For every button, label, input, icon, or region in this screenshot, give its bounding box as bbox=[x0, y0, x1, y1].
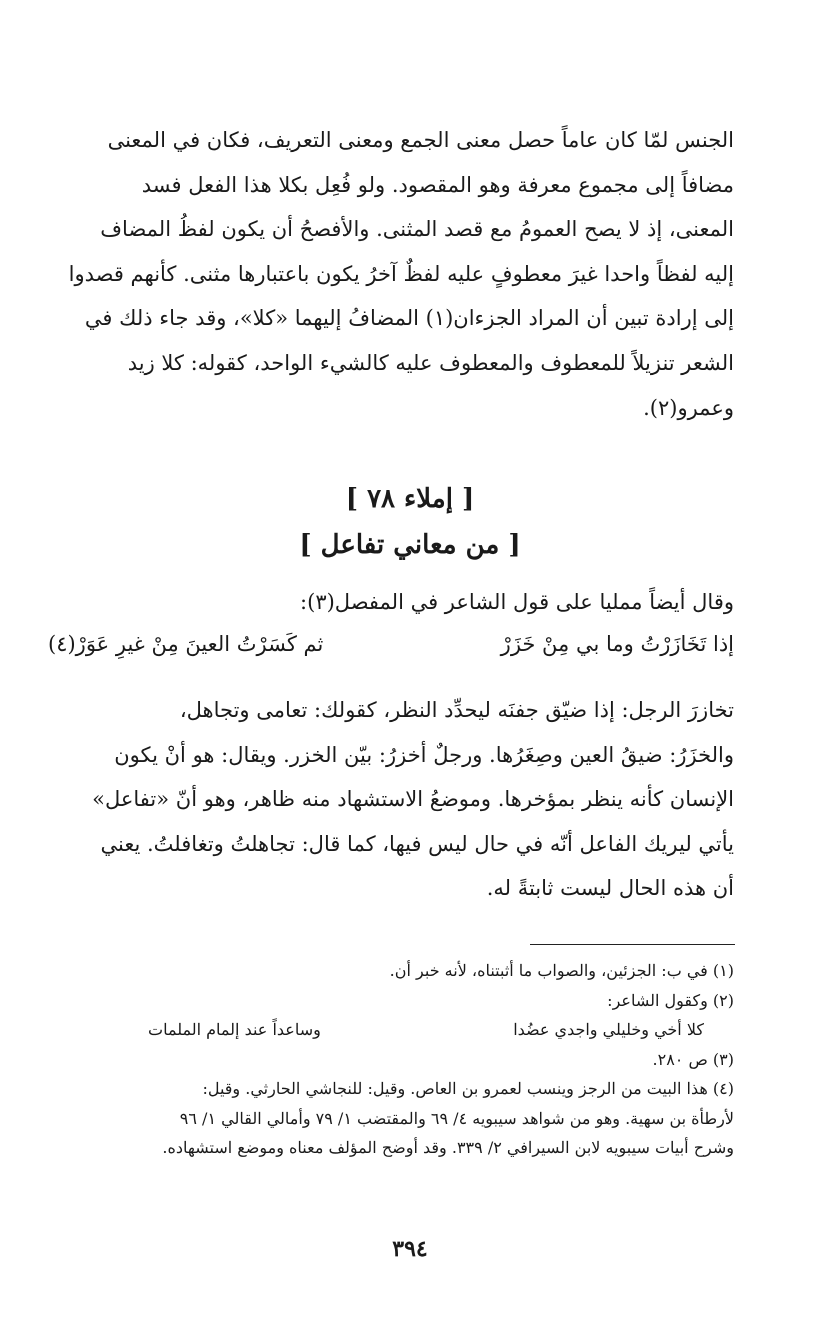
verse-hemistich-1: إذا تَخَازَرْتُ وما بي مِنْ خَزَرْ bbox=[500, 632, 734, 656]
footnote-2-verse bbox=[48, 1015, 734, 1045]
section-headings bbox=[0, 476, 820, 568]
footnote-2: (٢) وكقول الشاعر: bbox=[607, 990, 734, 1010]
body-paragraph-2 bbox=[48, 688, 734, 911]
text-line: وعمرو(٢). bbox=[643, 395, 734, 420]
poetry-verse bbox=[48, 622, 734, 666]
text-line: يأتي ليريك الفاعل أنّه في حال ليس فيها، كما قال: تجاهلتُ وتغافلتُ. يعني bbox=[100, 831, 734, 856]
page-number: ٣٩٤ bbox=[392, 1236, 428, 1262]
verse-intro: وقال أيضاً ممليا على قول الشاعر في المفصل(٣): bbox=[300, 590, 734, 614]
verse-hemistich-2: ثم كَسَرْتُ العينَ مِنْ غيرِ عَوَرْ(٤) bbox=[48, 632, 324, 656]
text-line: تخازرَ الرجل: إذا ضيّق جفنَه ليحدِّد النظر، كقولك: تعامى وتجاهل، bbox=[179, 698, 734, 722]
body-paragraph-1 bbox=[48, 118, 734, 430]
text-line: الشعر تنزيلاً للمعطوف والمعطوف عليه كالشيء الواحد، كقوله: كلا زيد bbox=[127, 350, 734, 375]
topic-heading: [ من معاني تفاعل ] bbox=[299, 530, 521, 560]
text-line: إليه لفظاً واحدا غيرَ معطوفٍ عليه لفظٌ آخرُ يكون باعتبارها مثنى. كأنهم قصدوا bbox=[68, 261, 734, 286]
text-line: المعنى، إذ لا يصح العمومُ مع قصد المثنى. والأفصحُ أن يكون لفظُ المضاف bbox=[100, 217, 734, 242]
footnote-4-line: (٤) هذا البيت من الرجز وينسب لعمرو بن العاص. وقيل: للنجاشي الحارثي. وقيل: bbox=[202, 1079, 734, 1098]
footnote-verse-hemistich-1: كلا أخي وخليلي واجدي عضُدا bbox=[513, 1020, 704, 1039]
text-line: مضافاً إلى مجموع معرفة وهو المقصود. ولو فُعِل بكلا هذا الفعل فسد bbox=[141, 172, 734, 197]
text-line: الإنسان كأنه ينظر بمؤخرها. وموضعُ الاستشهاد منه ظاهر، وهو أنّ «تفاعل» bbox=[92, 787, 734, 812]
text-line: أن هذه الحال ليست ثابتةً له. bbox=[486, 876, 734, 901]
footnote-divider bbox=[530, 944, 735, 945]
text-line: الجنس لمّا كان عاماً حصل معنى الجمع ومعنى التعريف، فكان في المعنى bbox=[107, 128, 734, 152]
footnote-4-line: وشرح أبيات سيبويه لابن السيرافي ٢/ ٣٣٩. وقد أوضح المؤلف معناه وموضع استشهاده. bbox=[162, 1138, 734, 1157]
footnote-verse-hemistich-2: وساعداً عند إلمام الملمات bbox=[148, 1020, 321, 1039]
footnotes bbox=[48, 956, 734, 1163]
text-line: والخزَرُ: ضيقُ العين وصِغَرُها. ورجلٌ أخزرُ: بيّن الخزر. ويقال: هو أنْ يكون bbox=[114, 742, 734, 767]
text-line: إلى إرادة تبين أن المراد الجزءان(١) المضافُ إليهما «كلا»، وقد جاء ذلك في bbox=[84, 306, 734, 331]
footnote-4-line: لأرطأة بن سهية. وهو من شواهد سيبويه ٤/ ٦٩ والمقتضب ١/ ٧٩ وأمالي القالي ١/ ٩٦ bbox=[179, 1108, 734, 1128]
footnote-1: (١) في ب: الجزئين، والصواب ما أثبتناه، لأنه خبر أن. bbox=[389, 961, 734, 980]
imla-heading: [ إملاء ٧٨ ] bbox=[345, 484, 475, 514]
footnote-3: (٣) ص ٢٨٠. bbox=[652, 1049, 734, 1069]
